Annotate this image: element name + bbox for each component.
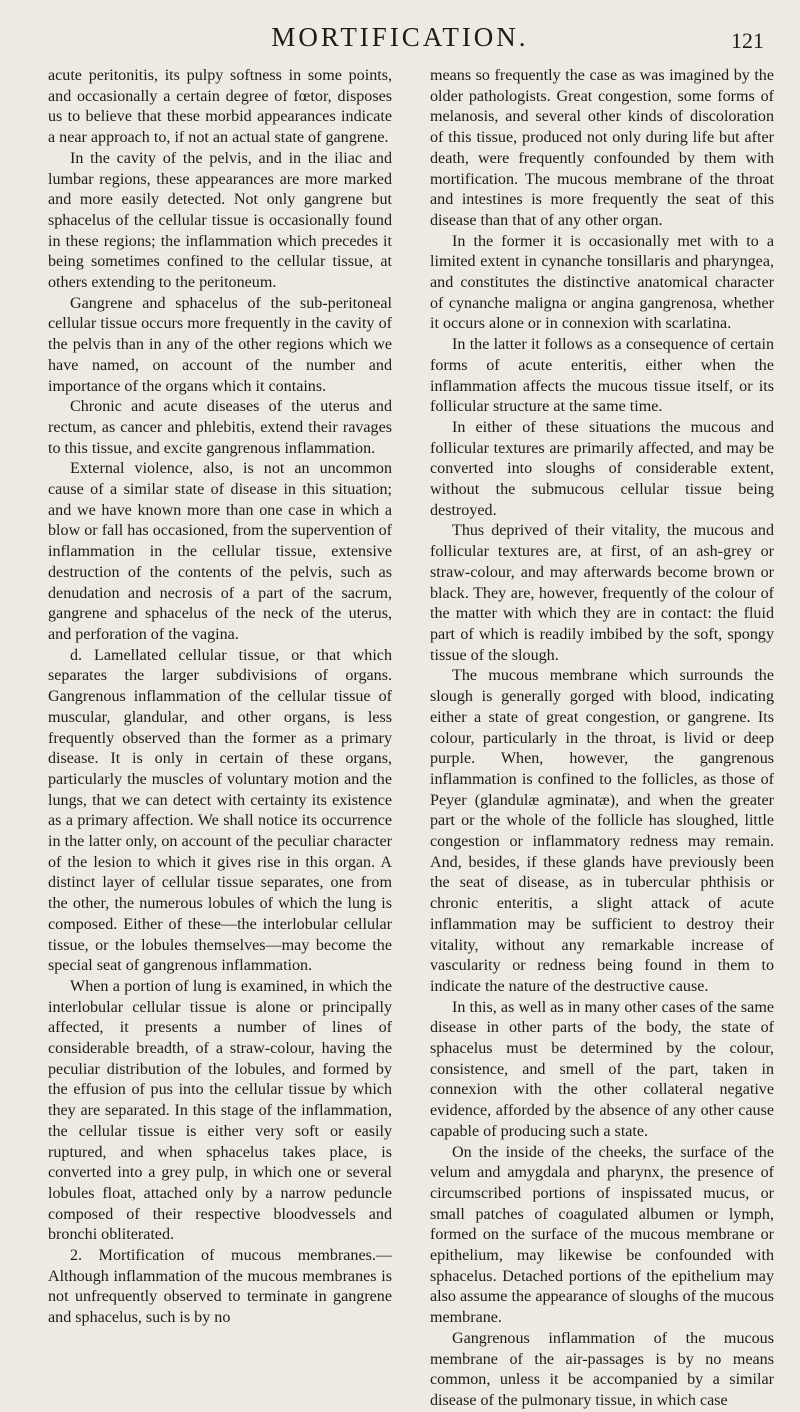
paragraph: When a portion of lung is examined, in which the interlobular cellular tissue is alone or principally affected, it presents a number of lines of considerable breadth, of a straw-colour, having the peculiar distribution of the lobules, and formed by the effusion of pus into the cellular tissue by which they are separated. In this stage of the inflammation, the cellular tissue is either very soft or easily ruptured, and when sphacelus takes place, is converted into a grey pulp, in which one or several lobules float, attached only by a narrow peduncle composed of their respective bloodvessels and bronchi obliterated. [48, 977, 392, 1244]
paragraph: Gangrenous inflammation of the mucous membrane of the air-passages is by no means common, unless it be accompanied by a similar disease of the pulmonary tissue, in which case [430, 1329, 774, 1409]
paragraph: 2. Mortification of mucous membranes.—Although inflammation of the mucous membranes is not unfrequently observed to terminate in gangrene and sphacelus, such is by no [48, 1247, 392, 1327]
paragraph: In the latter it follows as a consequence of certain forms of acute enteritis, either when the inflammation affects the mucous tissue itself, or its follicular structure at the same time. [430, 336, 774, 416]
paragraph: Chronic and acute diseases of the uterus and rectum, as cancer and phlebitis, extend their ravages to this tissue, and excite gangrenous inflammation. [48, 398, 392, 457]
right-column [430, 66, 774, 1412]
paragraph: In either of these situations the mucous and follicular textures are primarily affected, and may be converted into sloughs of considerable extent, without the submucous cellular tissue being destroyed. [430, 418, 774, 519]
paragraph: means so frequently the case as was imagined by the older pathologists. Great congestion, some forms of melanosis, and several other kinds of discoloration of this tissue, produced not only during life but after death, were frequently confounded by them with mortification. The mucous membrane of the throat and intestines is more frequently the seat of this disease than that of any other organ. [430, 67, 774, 229]
paragraph: In this, as well as in many other cases of the same disease in other parts of the body, the state of sphacelus must be determined by the colour, consistence, and smell of the part, taken in connexion with the other collateral negative evidence, afforded by the absence of any other cause capable of producing such a state. [430, 998, 774, 1140]
running-head [0, 22, 800, 62]
running-title: MORTIFICATION. [271, 22, 529, 52]
paragraph: Thus deprived of their vitality, the mucous and follicular textures are, at first, of an ash-grey or straw-colour, and may afterwards become brown or black. They are, however, frequently of the colour of the matter with which they are in contact: the fluid part of which is readily imbibed by the soft, spongy tissue of the slough. [430, 522, 774, 664]
paragraph: acute peritonitis, its pulpy softness in some points, and occasionally a certain degree of fœtor, disposes us to believe that these morbid appearances indicate a near approach to, if not an actual state of gangrene. [48, 67, 392, 147]
paragraph: On the inside of the cheeks, the surface of the velum and amygdala and pharynx, the presence of circumscribed portions of inspissated mucus, or small patches of coagulated albumen or lymph, formed on the surface of the mucous membrane or epithelium, may likewise be confounded with sphacelus. Detached portions of the epithelium may also assume the appearance of sloughs of the mucous membrane. [430, 1143, 774, 1327]
text-columns [48, 66, 774, 1412]
paragraph: d. Lamellated cellular tissue, or that which separates the larger subdivisions of organs. Gangrenous inflammation of the cellular tissue of muscular, glandular, and other organs, is less frequently observed than the former as a primary disease. It is only in certain of these organs, particularly the muscles of voluntary motion and the lungs, that we can detect with certainty its existence as a primary affection. We shall notice its occurrence in the latter only, on account of the peculiar character of the lesion to which it gives rise in this organ. A distinct layer of cellular tissue separates, one from the other, the numerous lobules of which the lung is composed. Either of these—the interlobular cellular tissue, or the lobules themselves—may become the special seat of gangrenous inflammation. [48, 646, 392, 975]
paragraph: Gangrene and sphacelus of the sub-peritoneal cellular tissue occurs more frequently in the cavity of the pelvis than in any of the other regions which we have named, on account of the number and importance of the organs which it contains. [48, 294, 392, 395]
page-number: 121 [731, 28, 764, 53]
left-column [48, 66, 392, 1412]
paragraph: In the former it is occasionally met with to a limited extent in cynanche tonsillaris and pharyngea, and constitutes the distinctive anatomical character of cynanche maligna or angina gangrenosa, whether it occurs alone or in connexion with scarlatina. [430, 232, 774, 333]
paragraph: The mucous membrane which surrounds the slough is generally gorged with blood, indicating either a state of great congestion, or gangrene. Its colour, particularly in the throat, is livid or deep purple. When, however, the gangrenous inflammation is confined to the follicles, as those of Peyer (glandulæ agminatæ), and when the greater part or the whole of the follicle has sloughed, little congestion or inflammatory redness may remain. And, besides, if these glands have previously been the seat of disease, as in tubercular phthisis or chronic enteritis, a slight attack of acute inflammation may be sufficient to destroy their vitality, without any remarkable increase of vascularity or redness being found in them to indicate the nature of the destructive cause. [430, 667, 774, 995]
paragraph: External violence, also, is not an uncommon cause of a similar state of disease in this situation; and we have known more than one case in which a blow or fall has occasioned, from the supervention of inflammation in the cellular tissue, extensive destruction of the contents of the pelvis, such as denudation and necrosis of a part of the sacrum, gangrene and sphacelus of the neck of the uterus, and perforation of the vagina. [48, 460, 392, 643]
paragraph: In the cavity of the pelvis, and in the iliac and lumbar regions, these appearances are more marked and more easily detected. Not only gangrene but sphacelus of the cellular tissue is occasionally found in these regions; the inflammation which precedes it being sometimes confined to the cellular tissue, at others extending to the peritoneum. [48, 149, 392, 292]
